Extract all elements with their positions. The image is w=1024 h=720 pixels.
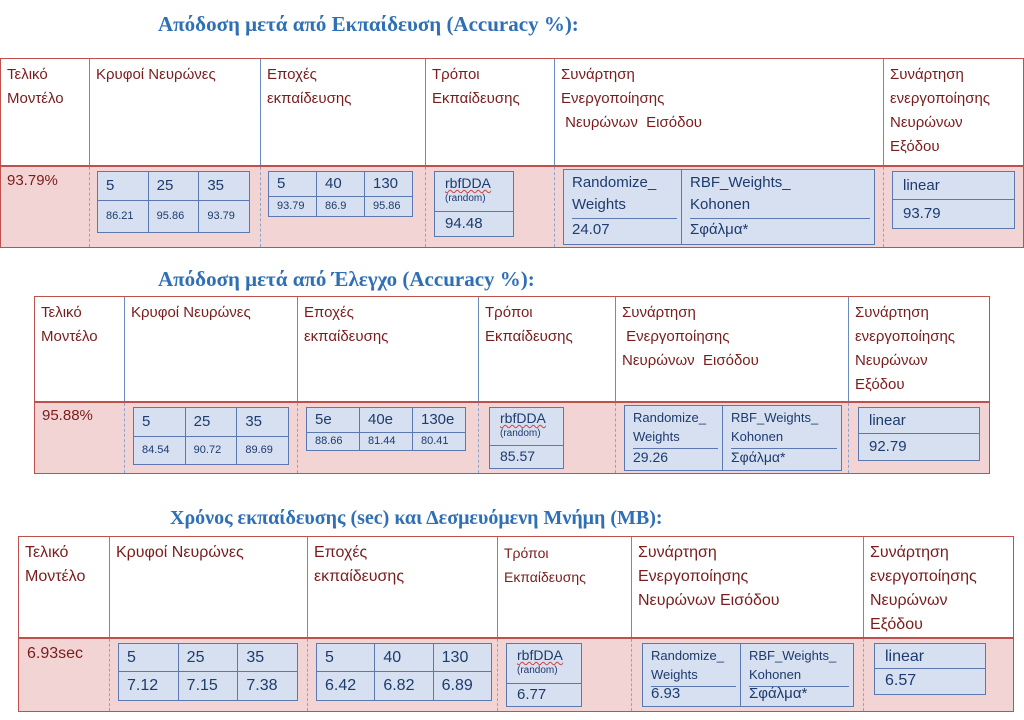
hidden-value: 84.54	[142, 444, 170, 456]
output-activation-label: linear	[859, 408, 979, 434]
section1-data-row	[0, 166, 1024, 248]
header-final-model: Τελικό Μοντέλο	[7, 66, 64, 107]
training-method-note: (random)	[445, 193, 486, 204]
epoch-label: 40	[316, 172, 364, 196]
epoch-value: 95.86	[364, 196, 412, 217]
final-model-cell	[35, 403, 124, 473]
header-epochs: Εποχές εκπαίδευσης	[307, 537, 497, 637]
final-model-value: 95.88%	[42, 407, 93, 424]
header-input-activation: Συνάρτηση Ενεργοποίησης Νευρώνων Εισόδου	[554, 59, 883, 165]
hidden-label: 35	[237, 644, 297, 671]
header-input-activation: Συνάρτηση Ενεργοποίησης Νευρώνων Εισόδου	[615, 297, 848, 401]
training-method-cell	[425, 167, 554, 247]
header-training-methods: Τρόποι Εκπαίδευσης	[478, 297, 615, 401]
rbf-weights-kohonen-label: RBF_Weights_ Kohonen	[690, 172, 870, 219]
epoch-value: 93.79	[277, 200, 305, 212]
epoch-value: 6.89	[433, 671, 491, 701]
epochs-cell	[260, 167, 425, 247]
output-activation-box	[858, 407, 980, 461]
hidden-value: 86.21	[106, 210, 134, 222]
input-activation-box	[642, 643, 854, 707]
output-activation-value: 92.79	[869, 438, 907, 455]
rbf-weights-kohonen-label: RBF_Weights_ Kohonen	[749, 646, 849, 687]
training-method-box	[506, 643, 582, 707]
training-method-value: 85.57	[500, 448, 536, 464]
epoch-label: 130e	[412, 408, 465, 432]
hidden-label: 25	[178, 644, 238, 671]
header-final-model: Τελικό Μοντέλο	[25, 544, 86, 585]
hidden-label: 35	[236, 408, 288, 436]
randomize-weights-label: Randomize_ Weights	[572, 172, 677, 219]
output-activation-cell	[863, 639, 1015, 711]
header-hidden-neurons: Κρυφοί Νευρώνες	[89, 59, 260, 165]
training-method-note: (random)	[517, 665, 558, 676]
epoch-label: 5e	[315, 411, 332, 428]
header-training-methods: Τρόποι Εκπαίδευσης	[425, 59, 554, 165]
training-method-box	[489, 407, 564, 469]
hidden-value: 89.69	[236, 436, 288, 465]
epoch-value: 88.66	[315, 435, 343, 447]
final-model-cell	[19, 639, 109, 711]
randomize-weights-label: Randomize_ Weights	[633, 408, 718, 449]
epochs-cell	[297, 403, 478, 473]
header-training-methods: Τρόποι Εκπαίδευσης	[497, 537, 631, 637]
section1-table	[0, 58, 1024, 248]
rbf-weights-kohonen-label: RBF_Weights_ Kohonen	[731, 408, 837, 449]
hidden-neurons-subtable	[118, 643, 298, 701]
epoch-label: 5	[325, 649, 334, 666]
training-method-value: 94.48	[445, 215, 483, 232]
header-output-activation: Συνάρτηση ενεργοποίησης Νευρώνων Εξόδου	[863, 537, 1015, 637]
rbf-weights-kohonen-value: Σφάλμα*	[731, 449, 786, 465]
rbf-weights-kohonen-value: Σφάλμα*	[690, 221, 749, 238]
hidden-neurons-cell	[124, 403, 297, 473]
epochs-subtable	[268, 171, 413, 217]
hidden-label: 5	[142, 413, 151, 430]
input-activation-box	[624, 405, 842, 471]
epoch-label: 5	[277, 175, 286, 192]
final-model-value: 6.93sec	[27, 645, 84, 662]
header-epochs: Εποχές εκπαίδευσης	[297, 297, 478, 401]
output-activation-label: linear	[893, 172, 1014, 200]
section2-table	[34, 296, 990, 474]
hidden-neurons-cell	[89, 167, 260, 247]
hidden-neurons-subtable	[97, 171, 250, 233]
input-activation-cell	[554, 167, 883, 247]
output-activation-value: 93.79	[903, 205, 941, 222]
training-method-name: rbfDDA	[500, 410, 546, 426]
hidden-value: 95.86	[148, 200, 199, 233]
header-output-activation: Συνάρτηση ενεργοποίησης Νευρώνων Εξόδου	[883, 59, 1024, 165]
hidden-value: 93.79	[198, 200, 249, 233]
hidden-value: 90.72	[185, 436, 237, 465]
epoch-value: 81.44	[359, 432, 412, 451]
hidden-label: 5	[127, 649, 136, 666]
header-output-activation: Συνάρτηση ενεργοποίησης Νευρώνων Εξόδου	[848, 297, 991, 401]
randomize-weights-value: 29.26	[633, 449, 669, 465]
output-activation-label: linear	[875, 644, 985, 669]
output-activation-box	[874, 643, 986, 695]
section3-table	[18, 536, 1014, 712]
hidden-value: 7.15	[178, 671, 238, 701]
training-method-name: rbfDDA	[445, 175, 491, 191]
input-activation-cell	[631, 639, 863, 711]
section2-title: Απόδοση μετά από Έλεγχο (Accuracy %):	[158, 267, 535, 291]
epochs-cell	[307, 639, 497, 711]
randomize-weights-label: Randomize_ Weights	[651, 646, 736, 687]
section2-header-row	[34, 296, 990, 402]
randomize-weights-value: 24.07	[572, 221, 610, 238]
epoch-value: 6.82	[374, 671, 432, 701]
epochs-subtable	[306, 407, 466, 451]
epoch-value: 6.42	[325, 677, 357, 694]
header-input-activation: Συνάρτηση Ενεργοποίησης Νευρώνων Εισόδου	[631, 537, 863, 637]
training-method-note: (random)	[500, 428, 541, 439]
final-model-value: 93.79%	[7, 172, 58, 189]
training-method-cell	[478, 403, 615, 473]
header-hidden-neurons: Κρυφοί Νευρώνες	[124, 297, 297, 401]
section2-data-row	[34, 402, 990, 474]
epoch-label: 130	[433, 644, 491, 671]
final-model-cell	[1, 167, 89, 247]
randomize-weights-value: 6.93	[651, 685, 681, 702]
header-final-model: Τελικό Μοντέλο	[41, 304, 98, 345]
rbf-weights-kohonen-value: Σφάλμα*	[749, 685, 808, 702]
input-activation-cell	[615, 403, 848, 473]
epoch-label: 130	[364, 172, 412, 196]
output-activation-box	[892, 171, 1015, 229]
header-hidden-neurons: Κρυφοί Νευρώνες	[109, 537, 307, 637]
hidden-label: 25	[148, 172, 199, 200]
section1-title: Απόδοση μετά από Εκπαίδευση (Accuracy %):	[158, 12, 579, 36]
epoch-label: 40	[374, 644, 432, 671]
training-method-value: 6.77	[517, 686, 547, 703]
hidden-label: 25	[185, 408, 237, 436]
training-method-cell	[497, 639, 631, 711]
epoch-label: 40e	[359, 408, 412, 432]
output-activation-cell	[848, 403, 991, 473]
section3-data-row	[18, 638, 1014, 712]
epoch-value: 86.9	[316, 196, 364, 217]
input-activation-box	[563, 169, 875, 245]
epoch-value: 80.41	[412, 432, 465, 451]
hidden-neurons-cell	[109, 639, 307, 711]
output-activation-cell	[883, 167, 1024, 247]
section3-header-row	[18, 536, 1014, 638]
epochs-subtable	[316, 643, 492, 701]
hidden-neurons-subtable	[133, 407, 289, 465]
training-method-name: rbfDDA	[517, 647, 563, 663]
hidden-label: 5	[106, 177, 115, 194]
hidden-label: 35	[198, 172, 249, 200]
hidden-value: 7.38	[237, 671, 297, 701]
section1-header-row	[0, 58, 1024, 166]
training-method-box	[434, 171, 514, 237]
section3-title: Χρόνος εκπαίδευσης (sec) και Δεσμευόμενη Μνήμη (MB):	[170, 507, 663, 529]
hidden-value: 7.12	[127, 677, 159, 694]
output-activation-value: 6.57	[885, 672, 917, 689]
header-epochs: Εποχές εκπαίδευσης	[260, 59, 425, 165]
